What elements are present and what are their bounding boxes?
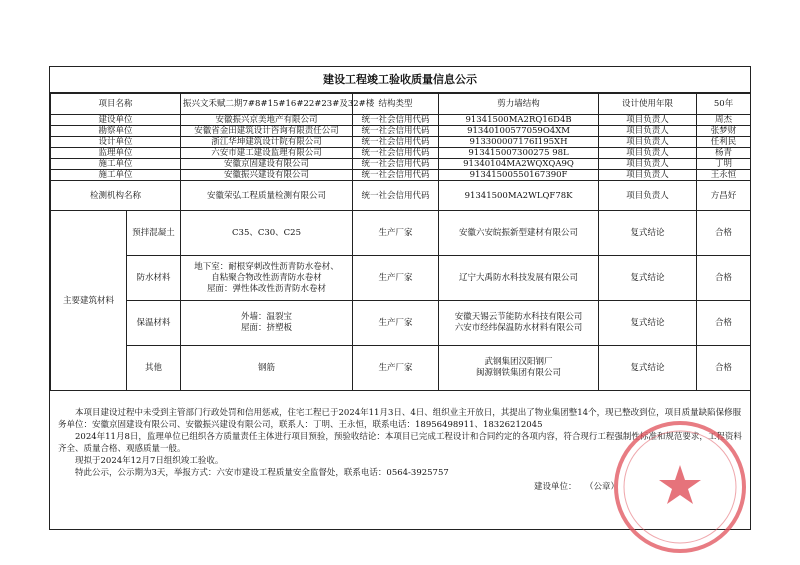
material-spec-line: 自粘聚合物改性沥青防水卷材: [211, 272, 322, 283]
unit-person: 杨青: [697, 148, 751, 159]
material-row: [51, 211, 751, 256]
conclusion-label: 复式结论: [599, 211, 697, 256]
testing-code-label: 统一社会信用代码: [353, 181, 439, 211]
unit-row: [51, 148, 751, 159]
unit-role: 监理单位: [51, 148, 181, 159]
conclusion-label: 复式结论: [599, 256, 697, 301]
unit-code-label: 统一社会信用代码: [353, 115, 439, 126]
notice-paragraph: 特此公示，公示期为3天，举报方式：六安市建设工程质量安全监督处，联系电话：0564-3925757: [75, 468, 449, 478]
materials-group-label: 主要建筑材料: [51, 211, 127, 391]
unit-person: 任利民: [697, 137, 751, 148]
unit-row: [51, 170, 751, 181]
material-result: 合格: [697, 301, 751, 346]
material-maker: [439, 256, 599, 301]
life-label: 设计使用年限: [599, 94, 697, 115]
material-result: 合格: [697, 256, 751, 301]
material-maker: [439, 211, 599, 256]
notice-sheet: [49, 66, 751, 530]
unit-person: 王永恒: [697, 170, 751, 181]
structure-label: 结构类型: [353, 94, 439, 115]
testing-name: 安徽荣弘工程质量检测有限公司: [181, 181, 353, 211]
structure-value: 剪力墙结构: [439, 94, 599, 115]
material-spec-line: C35、C30、C25: [232, 227, 301, 238]
material-spec: [181, 301, 353, 346]
material-row: [51, 256, 751, 301]
unit-role: 建设单位: [51, 115, 181, 126]
project-name: 振兴文禾赋二期7#8#15#16#22#23#及32#楼: [181, 94, 353, 115]
header-row: [51, 94, 751, 115]
unit-code: 91341500MA2RQ16D4B: [439, 115, 599, 126]
material-maker-line: 安徽六安皖振新型建材有限公司: [459, 227, 579, 238]
material-spec: [181, 256, 353, 301]
material-result: 合格: [697, 211, 751, 256]
unit-row: [51, 159, 751, 170]
unit-name: 安徽振兴建设有限公司: [181, 170, 353, 181]
maker-label: 生产厂家: [353, 256, 439, 301]
unit-name: 安徽省金田建筑设计咨询有限责任公司: [181, 126, 353, 137]
unit-person: 张梦财: [697, 126, 751, 137]
testing-row: [51, 181, 751, 211]
testing-role: 检测机构名称: [51, 181, 181, 211]
material-row: [51, 346, 751, 391]
unit-role: 施工单位: [51, 159, 181, 170]
unit-code: 91340100577059O4XM: [439, 126, 599, 137]
material-maker-line: 武钢集团汉阳钢厂: [484, 357, 553, 367]
unit-row: [51, 137, 751, 148]
document-title: 建设工程竣工验收质量信息公示: [50, 67, 750, 93]
material-spec-line: 外墙：温裂宝: [241, 312, 293, 322]
material-category: 其他: [127, 346, 181, 391]
unit-person: 周杰: [697, 115, 751, 126]
notice-paragraph: 2024年11月8日，监理单位已组织各方质量责任主体进行项目预验，预验收结论：本项目已完成工程设计和合同约定的各项内容，符合现行工程强制性标准和规范要求，工程资料齐全、质量合格、观感质量一般。: [58, 432, 742, 454]
unit-row: [51, 126, 751, 137]
unit-person-label: 项目负责人: [599, 115, 697, 126]
conclusion-label: 复式结论: [599, 346, 697, 391]
unit-name: 六安市建工建设监理有限公司: [181, 148, 353, 159]
project-label: 项目名称: [51, 94, 181, 115]
testing-code: 91341500MA2WLQF78K: [439, 181, 599, 211]
material-spec: [181, 346, 353, 391]
material-maker-line: 闽源钢铁集团有限公司: [476, 368, 562, 378]
maker-label: 生产厂家: [353, 301, 439, 346]
material-spec-line: 屋面：挤塑板: [241, 323, 293, 333]
unit-name: 安徽振兴京美地产有限公司: [181, 115, 353, 126]
unit-role: 设计单位: [51, 137, 181, 148]
unit-code-label: 统一社会信用代码: [353, 170, 439, 181]
unit-code: 913300007176I195XH: [439, 137, 599, 148]
material-spec-line: 屋面：弹性体改性沥青防水卷材: [207, 283, 327, 294]
material-spec-line: 地下室：耐根穿刺改性沥青防水卷材、: [194, 261, 339, 272]
material-spec-line: 钢筋: [258, 362, 276, 373]
testing-person-label: 项目负责人: [599, 181, 697, 211]
material-maker-line: 安徽天锡云节能防水科技有限公司: [454, 312, 583, 322]
life-value: 50年: [697, 94, 751, 115]
notice-text: [50, 407, 750, 479]
maker-label: 生产厂家: [353, 346, 439, 391]
unit-code: 913415007300275 98L: [439, 148, 599, 159]
material-category: 防水材料: [127, 256, 181, 301]
info-table: [50, 93, 751, 391]
material-maker: [439, 301, 599, 346]
material-category: 预拌混凝土: [127, 211, 181, 256]
signature-line: 建设单位： （公章）: [534, 482, 620, 492]
unit-row: [51, 115, 751, 126]
unit-role: 勘察单位: [51, 126, 181, 137]
unit-code: 91340104MA2WQXQA9Q: [439, 159, 599, 170]
notice-paragraph: 本项目建设过程中未受到主管部门行政处罚和信用惩戒，住宅工程已于2024年11月3日、4日、组织业主开放日，其提出了物业集团整14个，现已整改到位，项目质量缺陷保修服务单位：安徽京固建设有限公司、安徽振兴建设有限公司，联系人：丁明、王永恒，联系电话：18956498911、18326212045: [58, 408, 742, 430]
unit-person: 丁明: [697, 159, 751, 170]
notice-paragraph: 现拟于2024年12月7日组织竣工验收。: [75, 456, 224, 466]
unit-code-label: 统一社会信用代码: [353, 159, 439, 170]
unit-code-label: 统一社会信用代码: [353, 126, 439, 137]
maker-label: 生产厂家: [353, 211, 439, 256]
unit-name: 安徽京固建设有限公司: [181, 159, 353, 170]
testing-person: 方昌好: [697, 181, 751, 211]
unit-person-label: 项目负责人: [599, 126, 697, 137]
material-spec: [181, 211, 353, 256]
unit-code-label: 统一社会信用代码: [353, 137, 439, 148]
unit-person-label: 项目负责人: [599, 159, 697, 170]
unit-name: 浙江华坤建筑设计院有限公司: [181, 137, 353, 148]
unit-code: 91341500550167390F: [439, 170, 599, 181]
unit-role: 施工单位: [51, 170, 181, 181]
material-maker-line: 六安市经纬保温防水材料有限公司: [454, 323, 583, 333]
unit-person-label: 项目负责人: [599, 148, 697, 159]
material-category: 保温材料: [127, 301, 181, 346]
material-row: [51, 301, 751, 346]
material-maker: [439, 346, 599, 391]
material-result: 合格: [697, 346, 751, 391]
unit-code-label: 统一社会信用代码: [353, 148, 439, 159]
unit-person-label: 项目负责人: [599, 170, 697, 181]
material-maker-line: 辽宁大禹防水科技发展有限公司: [459, 272, 579, 283]
unit-person-label: 项目负责人: [599, 137, 697, 148]
conclusion-label: 复式结论: [599, 301, 697, 346]
